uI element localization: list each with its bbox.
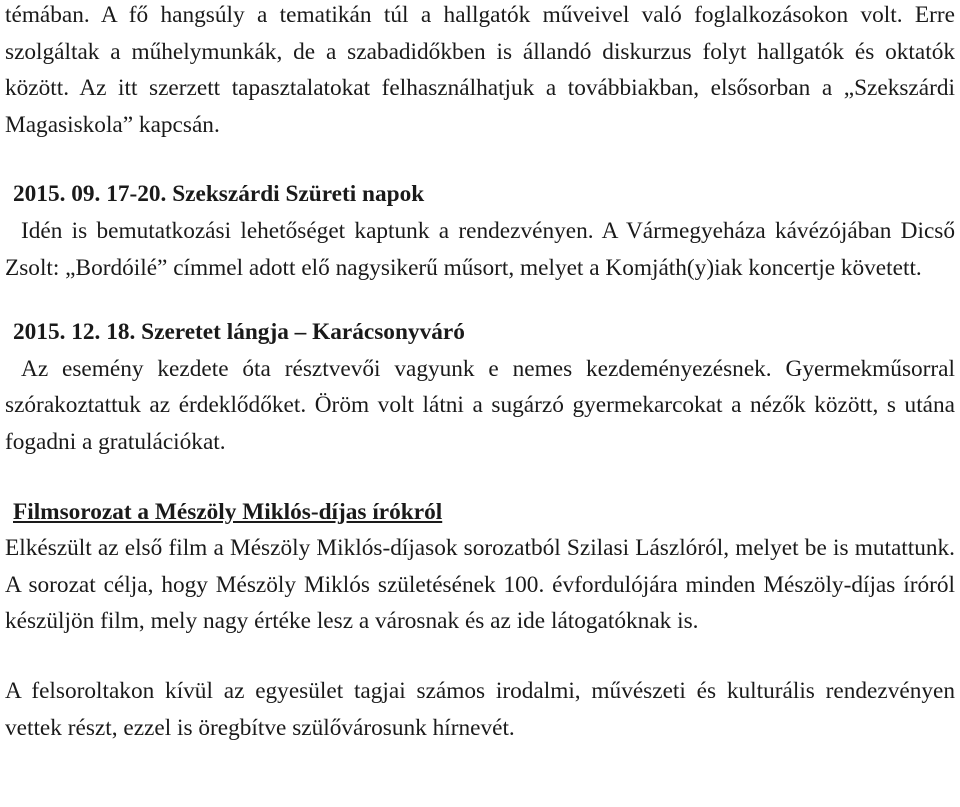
intro-paragraph: témában. A fő hangsúly a tematikán túl a hallgatók műveivel való foglalkozásokon volt. Erre szolgáltak a műhelymunkák, de a szabadidőkben is állandó diskurzus folyt hallgatók és oktatók között. Az itt szerzett tapasztalatokat felhasználhatjuk a továbbiakban, elsősorban a „Szekszárdi Magasiskola” kapcsán. (5, 2, 955, 138)
event-date: 2015. 12. 18. (13, 319, 136, 346)
film-section-heading: Filmsorozat a Mészöly Miklós-díjas írókról (13, 498, 443, 525)
closing-paragraph: A felsoroltakon kívül az egyesület tagjai számos irodalmi, művészeti és kulturális rendezvényen vettek részt, ezzel is öregbítve szülővárosunk hírnevét. (5, 677, 955, 741)
spacer (5, 640, 955, 673)
film-section (5, 494, 955, 640)
event-body: Idén is bemutatkozási lehetőséget kaptunk a rendezvényen. A Vármegyeháza kávézójában Dicső Zsolt: „Bordóilé” címmel adott elő nagysikerű műsort, melyet a Komjáth(y)iak koncertje követett. (5, 217, 955, 281)
spacer (5, 461, 955, 494)
event-date: 2015. 09. 17-20. (13, 181, 167, 208)
event-item (5, 176, 955, 286)
event-heading (13, 314, 955, 351)
event-title: Szekszárdi Szüreti napok (172, 181, 425, 208)
event-heading (13, 176, 955, 213)
event-body: Az esemény kezdete óta résztvevői vagyunk e nemes kezdeményezésnek. Gyermekműsorral szórakoztattuk az érdeklődőket. Öröm volt látni a sugárzó gyermekarcokat a nézők között, s utána fogadni a gratulációkat. (5, 355, 955, 455)
document-page (5, 0, 955, 746)
event-title: Szeretet lángja – Karácsonyváró (141, 319, 465, 346)
spacer (5, 143, 955, 176)
event-item (5, 314, 955, 460)
spacer (5, 286, 955, 314)
film-section-body: Elkészült az első film a Mészöly Miklós-díjasok sorozatból Szilasi Lászlóról, melyet be is mutattunk. A sorozat célja, hogy Mészöly Miklós születésének 100. évfordulójára minden Mészöly-díjas íróról készüljön film, mely nagy értéke lesz a városnak és az ide látogatóknak is. (5, 535, 955, 635)
